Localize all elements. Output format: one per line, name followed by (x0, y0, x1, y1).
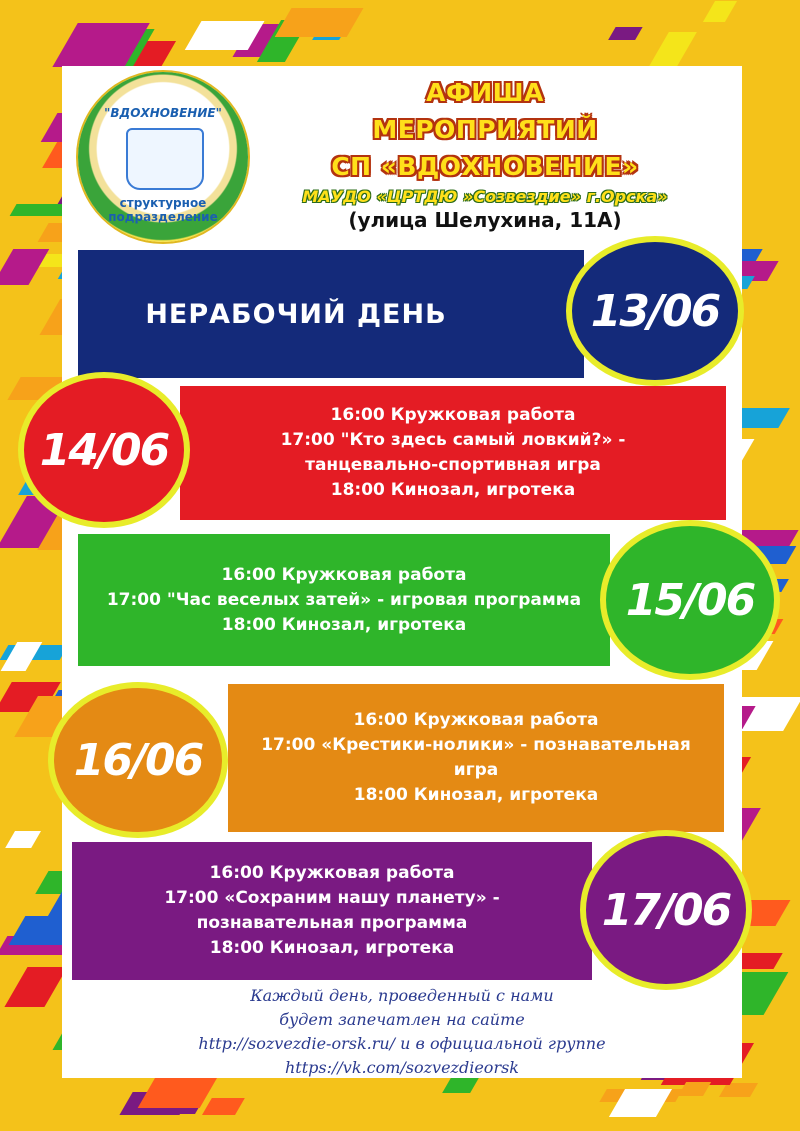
event-line: 16:00 Кружковая работа (353, 710, 599, 730)
day-band-14-06 (180, 386, 726, 520)
event-line: 18:00 Кинозал, игротека (330, 480, 576, 500)
organization-name: МАУДО «ЦРТДЮ »Созвездие» г.Орска» (302, 187, 668, 206)
date-circle-14-06 (18, 372, 190, 528)
event-line: 17:00 «Сохраним нашу планету» - (164, 888, 500, 908)
date-circle-15-06 (600, 520, 780, 680)
mosaic-tile (5, 967, 68, 1007)
date-label: 14/06 (39, 424, 169, 476)
address: (улица Шелухина, 11А) (348, 208, 622, 232)
event-line: 16:00 Кружковая работа (330, 405, 576, 425)
date-label: 16/06 (73, 734, 203, 786)
event-line: 17:00 "Час веселых затей» - игровая программа (106, 589, 582, 610)
mosaic-tile (5, 831, 41, 848)
event-line: 16:00 Кружковая работа (209, 863, 455, 883)
mosaic-tile (0, 249, 49, 285)
date-circle-13-06 (566, 236, 744, 386)
date-label: 17/06 (601, 884, 731, 936)
event-line: танцевально-спортивная игра (305, 455, 601, 475)
day-band-13-06 (78, 250, 584, 378)
mosaic-tile (202, 1098, 245, 1115)
date-circle-17-06 (580, 830, 752, 990)
vk-group-link[interactable]: https://vk.com/sozvezdieorsk (285, 1058, 519, 1077)
title-line-2: МЕРОПРИЯТИЙ (372, 115, 598, 144)
poster-header (270, 74, 700, 232)
title-line-3: СП «ВДОХНОВЕНИЕ» (331, 152, 639, 181)
logo-top-text: "ВДОХНОВЕНИЕ" (104, 106, 222, 120)
footer-line-2: будет запечатлен на сайте (279, 1010, 525, 1029)
event-line: 18:00 Кинозал, игротека (209, 938, 455, 958)
day-band-16-06 (228, 684, 724, 832)
date-label: 15/06 (625, 574, 755, 626)
mosaic-tile (703, 1, 737, 22)
event-line: 18:00 Кинозал, игротека (353, 785, 599, 805)
event-line: 17:00 "Кто здесь самый ловкий?» - (280, 430, 626, 450)
event-line: познавательная программа (196, 913, 468, 933)
title-line-1: АФИША (426, 78, 544, 107)
event-line: 18:00 Кинозал, игротека (221, 614, 467, 635)
organization-logo (78, 72, 248, 242)
day-band-15-06 (78, 534, 610, 666)
mosaic-tile (274, 8, 363, 37)
logo-bottom-text: структурное подразделение (108, 196, 218, 224)
event-line: игра (453, 760, 499, 780)
event-line: 17:00 «Крестики-нолики» - познавательная (261, 735, 691, 755)
day-band-17-06 (72, 842, 592, 980)
book-icon (126, 128, 204, 190)
mosaic-tile (608, 27, 643, 40)
mosaic-tile (719, 1083, 758, 1097)
event-line: НЕРАБОЧИЙ ДЕНЬ (145, 298, 447, 330)
date-circle-16-06 (48, 682, 228, 838)
footer-line-1: Каждый день, проведенный с нами (250, 986, 554, 1005)
date-label: 13/06 (590, 285, 720, 337)
website-link[interactable]: http://sozvezdie-orsk.ru/ и в официальной группе (198, 1034, 606, 1053)
event-line: 16:00 Кружковая работа (221, 564, 467, 585)
footer-text (62, 984, 742, 1080)
